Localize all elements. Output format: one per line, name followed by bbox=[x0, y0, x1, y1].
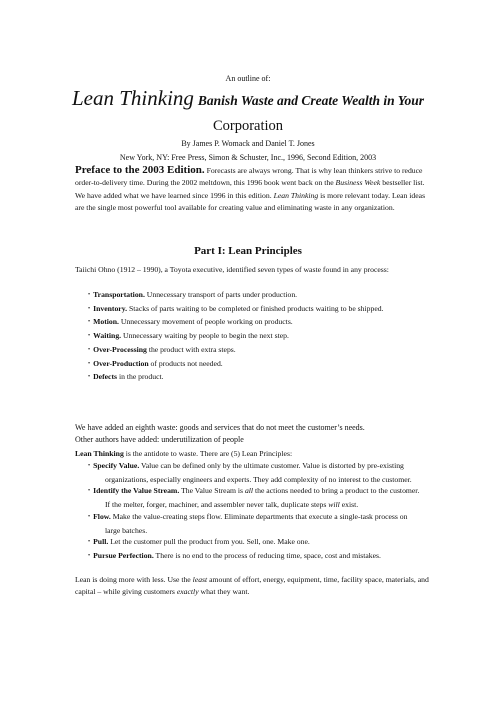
preface-heading: Preface to the 2003 Edition. bbox=[75, 164, 205, 176]
preface-text-1: Forecasts are always wrong. That is why lean thinkers strive to reduce order-to-delivery time. During the 2002 meltdown, this 1996 book went back on the bbox=[75, 166, 423, 188]
title-corporation: Corporation bbox=[212, 118, 284, 134]
principle-text: Make the value-creating steps flow. Eliminate departments that execute a single-task process on large batches. bbox=[105, 511, 408, 535]
list-item bbox=[75, 460, 420, 485]
principles-list bbox=[75, 460, 420, 564]
waste-term: Inventory. bbox=[93, 303, 128, 313]
outline-label: An outline of: bbox=[225, 74, 271, 83]
principle-text: Let the customer pull the product from you. Sell, one. Make one. bbox=[108, 537, 310, 547]
principles-intro bbox=[75, 448, 430, 460]
principle-text: the actions needed to bring a product to the customer. If the melter, forger, machiner, and assembler never talk, duplicate steps bbox=[105, 486, 420, 510]
conclusion-least: least bbox=[192, 575, 208, 584]
preface-paragraph bbox=[75, 164, 430, 214]
preface-lean-thinking: Lean Thinking bbox=[273, 190, 319, 200]
preface-business-week: Business Week bbox=[335, 178, 381, 188]
waste-term: Defects bbox=[93, 372, 118, 382]
conclusion-text-3: what they want. bbox=[198, 586, 250, 596]
list-item bbox=[75, 344, 415, 358]
conclusion-exactly: exactly bbox=[176, 586, 199, 596]
eighth-waste-block bbox=[75, 422, 430, 446]
title-main: Lean Thinking bbox=[72, 86, 194, 110]
conclusion-text-2: amount of effort, energy, equipment, time, facility space, materials, and capital – while giving customers bbox=[75, 575, 429, 596]
principles-intro-text: is the antidote to waste. There are (5) Lean Principles: bbox=[123, 449, 293, 458]
preface-text-2: bestseller list. We have added what we have learned since 1996 in this edition. bbox=[75, 178, 425, 200]
waste-term: Transportation. bbox=[93, 290, 145, 299]
principle-term: Pull. bbox=[93, 537, 109, 547]
list-item bbox=[75, 330, 415, 344]
waste-text: Stacks of parts waiting to be completed or finished products waiting to be shipped. bbox=[127, 303, 384, 313]
principle-term: Identify the Value Stream. bbox=[93, 486, 180, 496]
waste-term: Waiting. bbox=[93, 331, 122, 341]
principle-emphasis: all bbox=[244, 486, 254, 496]
waste-text: in the product. bbox=[117, 372, 164, 382]
principle-text: exist. bbox=[339, 500, 359, 510]
list-item bbox=[75, 289, 415, 303]
waste-text: Unnecessary movement of people working on products. bbox=[118, 317, 293, 327]
principle-text: The Value Stream is bbox=[179, 486, 245, 496]
list-item bbox=[75, 316, 415, 330]
principle-text: Value can be defined only by the ultimate customer. Value is distorted by pre-existing organizations, especially engineers and experts. They add complexity of no interest to the customer. bbox=[105, 461, 412, 484]
list-item bbox=[75, 358, 415, 372]
conclusion-text-1: Lean is doing more with less. Use the bbox=[75, 575, 193, 584]
waste-term: Over-Processing bbox=[93, 344, 147, 354]
publisher-line: New York, NY: Free Press, Simon & Schuster, Inc., 1996, Second Edition, 2003 bbox=[119, 153, 377, 162]
eighth-waste: We have added an eighth waste: goods and services that do not meet the customer’s needs. bbox=[75, 423, 365, 432]
waste-text: Unnecessary transport of parts under production. bbox=[144, 290, 298, 299]
authors-line: By James P. Womack and Daniel T. Jones bbox=[181, 139, 315, 148]
principle-text: There is no end to the process of reducing time, space, cost and mistakes. bbox=[153, 550, 381, 560]
principle-emphasis: will bbox=[328, 500, 340, 510]
principles-lead: Lean Thinking bbox=[75, 449, 124, 458]
waste-term: Motion. bbox=[93, 317, 119, 327]
principle-term: Specify Value. bbox=[93, 461, 140, 470]
waste-text: Unnecessary waiting by people to begin the next step. bbox=[121, 331, 289, 341]
conclusion-paragraph bbox=[75, 574, 435, 597]
part-heading: Part I: Lean Principles bbox=[194, 245, 302, 257]
waste-text: the product with extra steps. bbox=[146, 344, 236, 354]
title-subtitle: Banish Waste and Create Wealth in Your bbox=[197, 93, 424, 108]
page-title bbox=[60, 86, 436, 139]
other-authors: Other authors have added: underutilization of people bbox=[75, 435, 244, 444]
waste-text: of products not needed. bbox=[148, 358, 223, 368]
waste-list bbox=[75, 289, 415, 385]
list-item bbox=[75, 303, 415, 317]
list-item bbox=[75, 511, 420, 536]
waste-term: Over-Production bbox=[93, 358, 149, 368]
list-item bbox=[75, 371, 415, 385]
list-item bbox=[75, 536, 420, 550]
preface-text-3: is more relevant today. Lean ideas are the single most powerful tool available for creating value and eliminating waste in any organization. bbox=[75, 190, 426, 212]
list-item bbox=[75, 485, 420, 510]
list-item bbox=[75, 550, 420, 564]
waste-intro: Taiichi Ohno (1912 – 1990), a Toyota executive, identified seven types of waste found in any process: bbox=[75, 265, 389, 274]
principle-term: Flow. bbox=[93, 511, 111, 521]
principle-term: Pursue Perfection. bbox=[93, 550, 154, 560]
